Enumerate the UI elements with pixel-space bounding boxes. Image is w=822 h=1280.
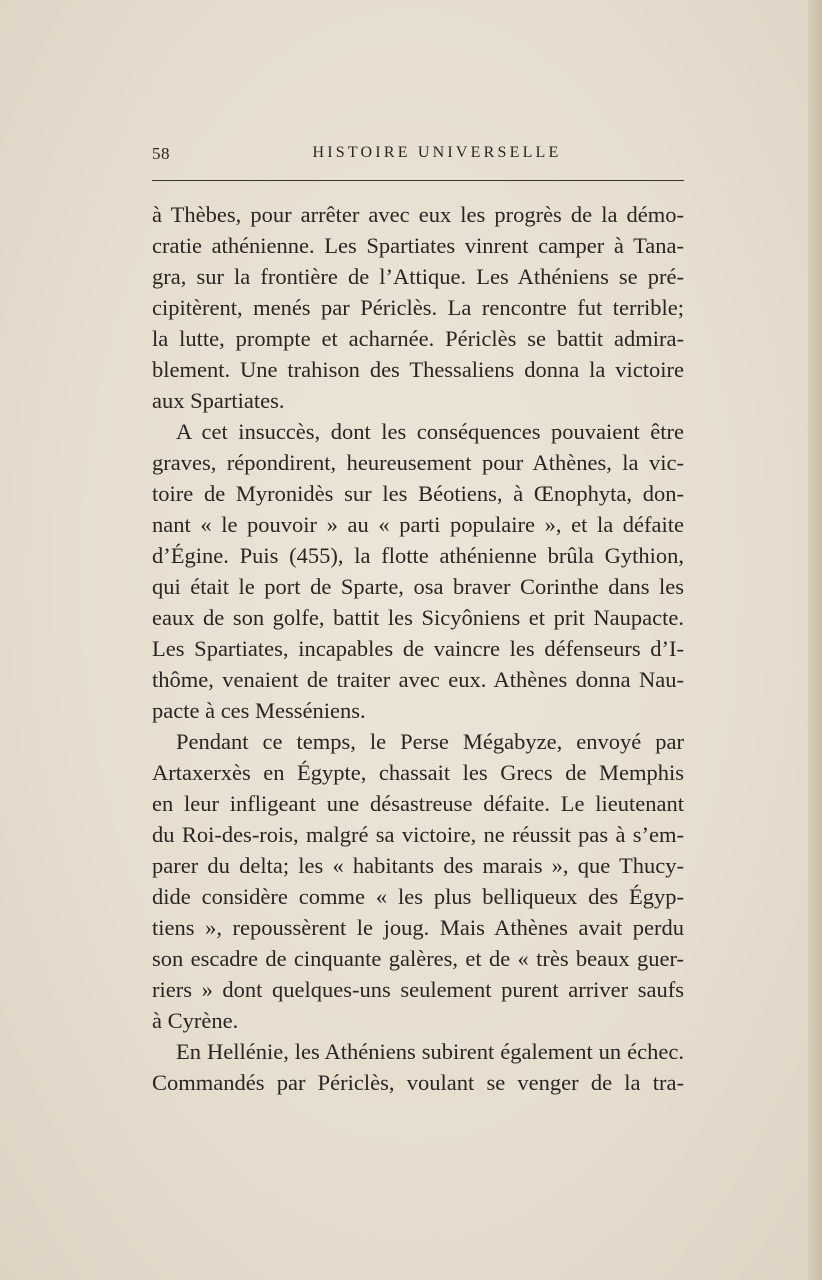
text-line: la lutte, prompte et acharnée. Périclès se battit admira- (152, 326, 684, 351)
text-line: aux Spartiates. (152, 388, 285, 413)
text-line: nant « le pouvoir » au « parti populaire », et la défaite (152, 512, 684, 537)
text-line: En Hellénie, les Athéniens subirent également un échec. (176, 1039, 684, 1064)
text-line: A cet insuccès, dont les conséquences pouvaient être (176, 419, 684, 444)
body-text (152, 199, 684, 1098)
text-line: dide considère comme « les plus belliqueux des Égyp- (152, 884, 684, 909)
text-line: Pendant ce temps, le Perse Mégabyze, envoyé par (176, 729, 684, 754)
text-line: d’Égine. Puis (455), la flotte athénienne brûla Gythion, (152, 543, 684, 568)
text-line: parer du delta; les « habitants des marais », que Thucy- (152, 853, 684, 878)
text-line: cipitèrent, menés par Périclès. La rencontre fut terrible; (152, 295, 684, 320)
text-line: Les Spartiates, incapables de vaincre les défenseurs d’I- (152, 636, 684, 661)
text-line: du Roi-des-rois, malgré sa victoire, ne réussit pas à s’em- (152, 822, 684, 847)
text-line: eaux de son golfe, battit les Sicyôniens et prit Naupacte. (152, 605, 684, 630)
page-number: 58 (152, 144, 170, 163)
text-line: tiens », repoussèrent le joug. Mais Athènes avait perdu (152, 915, 684, 940)
header-rule (152, 180, 684, 181)
text-line: Commandés par Périclès, voulant se venger de la tra- (152, 1070, 684, 1095)
text-line: en leur infligeant une désastreuse défaite. Le lieutenant (152, 791, 684, 816)
text-line: toire de Myronidès sur les Béotiens, à Œnophyta, don- (152, 481, 684, 506)
text-line: gra, sur la frontière de l’Attique. Les Athéniens se pré- (152, 264, 684, 289)
text-line: pacte à ces Messéniens. (152, 698, 366, 723)
running-header (152, 144, 684, 168)
text-line: qui était le port de Sparte, osa braver Corinthe dans les (152, 574, 684, 599)
text-line: cratie athénienne. Les Spartiates vinrent camper à Tana- (152, 233, 684, 258)
text-line: riers » dont quelques-uns seulement purent arriver saufs (152, 977, 684, 1002)
text-line: son escadre de cinquante galères, et de « très beaux guer- (152, 946, 684, 971)
text-line: à Cyrène. (152, 1008, 239, 1033)
text-line: Artaxerxès en Égypte, chassait les Grecs de Memphis (152, 760, 684, 785)
text-line: à Thèbes, pour arrêter avec eux les progrès de la démo- (152, 202, 684, 227)
text-line: graves, répondirent, heureusement pour Athènes, la vic- (152, 450, 684, 475)
running-title: HISTOIRE UNIVERSELLE (312, 144, 562, 161)
page-edge (808, 0, 822, 1280)
text-line: blement. Une trahison des Thessaliens donna la victoire (152, 357, 684, 382)
text-line: thôme, venaient de traiter avec eux. Athènes donna Nau- (152, 667, 684, 692)
